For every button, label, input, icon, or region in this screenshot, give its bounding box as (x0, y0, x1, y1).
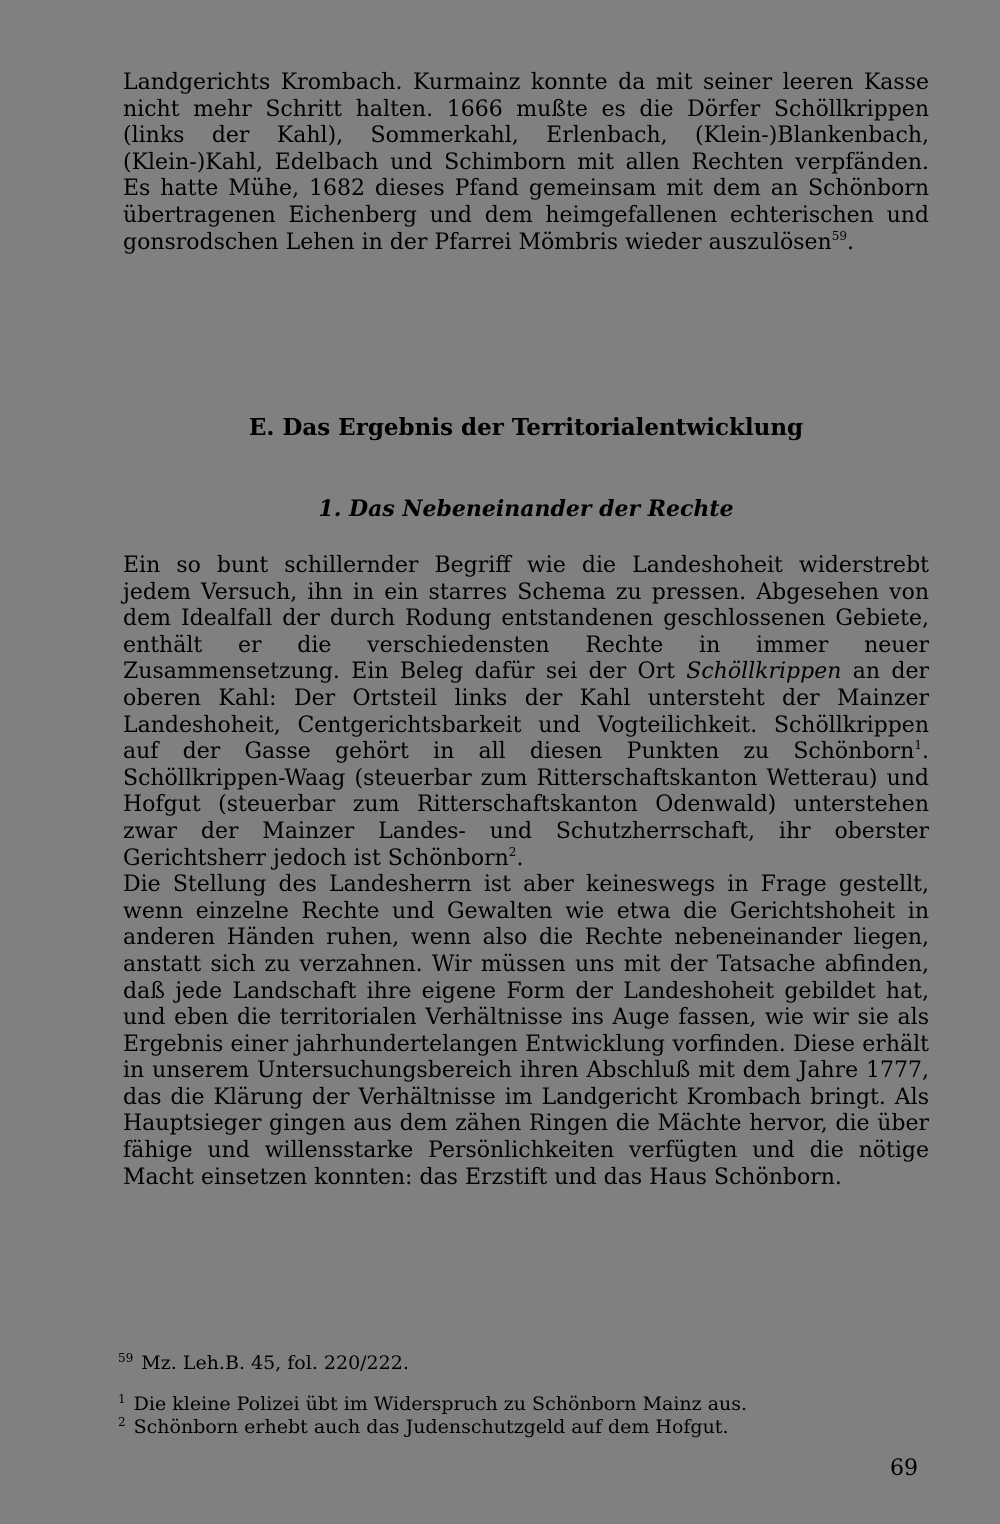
footnote-ref-59: 59 (831, 228, 847, 243)
paragraph-top-end: . (846, 229, 854, 255)
footnote-text: Schönborn erhebt auch das Judenschutzgeld auf dem Hofgut. (133, 1416, 729, 1438)
page-number: 69 (890, 1456, 918, 1481)
body-text (123, 553, 929, 1191)
paragraph-1-post: . Schöllkrippen-Waag (steuerbar zum Ritterschaftskanton Wetterau) und Hofgut (steuerbar zum Ritterschaftskanton Odenwald) unterstehen zwar der Mainzer Landes- und Schutzherrschaft, ihr oberster Gerichtsherr jedoch ist Schönborn (123, 739, 929, 871)
footnote-ref-2: 2 (508, 844, 517, 859)
footnote-ref-1: 1 (914, 738, 922, 753)
place-name: Schöllkrippen (686, 659, 842, 685)
footnote-2 (118, 1410, 918, 1439)
paragraph-1-pre: Ein so bunt schillernder Begriff wie die Landeshoheit widerstrebt jedem Versuch, ihn in ein starres Schema zu pressen. Abgesehen von dem Idealfall der durch Rodung entstandenen geschlossenen Gebiete, enthält er die verschiedensten Rechte in immer neuer Zusammensetzung. Ein Beleg dafür sei der Ort (123, 553, 929, 685)
footnote-mark: 59 (118, 1351, 134, 1365)
paragraph-top (123, 70, 929, 256)
paragraph-1 (123, 553, 929, 872)
footnote-text: Die kleine Polizei übt im Widerspruch zu Schönborn Mainz aus. (133, 1393, 748, 1415)
paragraph-1-end: . (516, 845, 524, 871)
section-heading: E. Das Ergebnis der Territorialentwicklung (248, 414, 804, 441)
paragraph-1-mid: an der oberen Kahl: Der Ortsteil links der Kahl untersteht der Mainzer Landeshoheit, Centgerichtsbarkeit und Vogteilichkeit. Schöllkrippen auf der Gasse gehört in all diesen Punkten zu Schönborn (123, 659, 930, 765)
paragraph-top-text: Landgerichts Krombach. Kurmainz konnte da mit seiner leeren Kasse nicht mehr Schritt halten. 1666 mußte es die Dörfer Schöllkrippen (links der Kahl), Sommerkahl, Erlenbach, (Klein-)Blankenbach, (Klein-)Kahl, Edelbach und Schimborn mit allen Rechten verpfänden. Es hatte Mühe, 1682 dieses Pfand gemeinsam mit dem an Schönborn übertragenen Eichenberg und dem heimgefallenen echterischen und gonsrodschen Lehen in der Pfarrei Mömbris wieder auszulösen (123, 70, 929, 255)
subsection-heading: 1. Das Nebeneinander der Rechte (318, 496, 734, 522)
footnote-text: Mz. Leh.B. 45, fol. 220/222. (141, 1352, 409, 1374)
paragraph-2: Die Stellung des Landesherrn ist aber keineswegs in Frage gestellt, wenn einzelne Rechte und Gewalten wie etwa die Gerichtshoheit in anderen Händen ruhen, wenn also die Rechte nebeneinander liegen, anstatt sich zu verzahnen. Wir müssen uns mit der Tatsache abfinden, daß jede Landschaft ihre eigene Form der Landeshoheit gebildet hat, und eben die territorialen Verhältnisse ins Auge fassen, wie wir sie als Ergebnis einer jahrhundertelangen Entwicklung vorfinden. Diese erhält in unserem Untersuchungsbereich ihren Abschluß mit dem Jahre 1777, das die Klärung der Verhältnisse im Landgericht Krombach bringt. Als Hauptsieger gingen aus dem zähen Ringen die Mächte hervor, die über fähige und willensstarke Persönlichkeiten verfügten und die nötige Macht einsetzen konnten: das Erzstift und das Haus Schönborn. (123, 872, 929, 1190)
footnote-mark: 2 (118, 1415, 126, 1429)
footnote-mark: 1 (118, 1392, 126, 1406)
footnote-59 (118, 1346, 918, 1375)
